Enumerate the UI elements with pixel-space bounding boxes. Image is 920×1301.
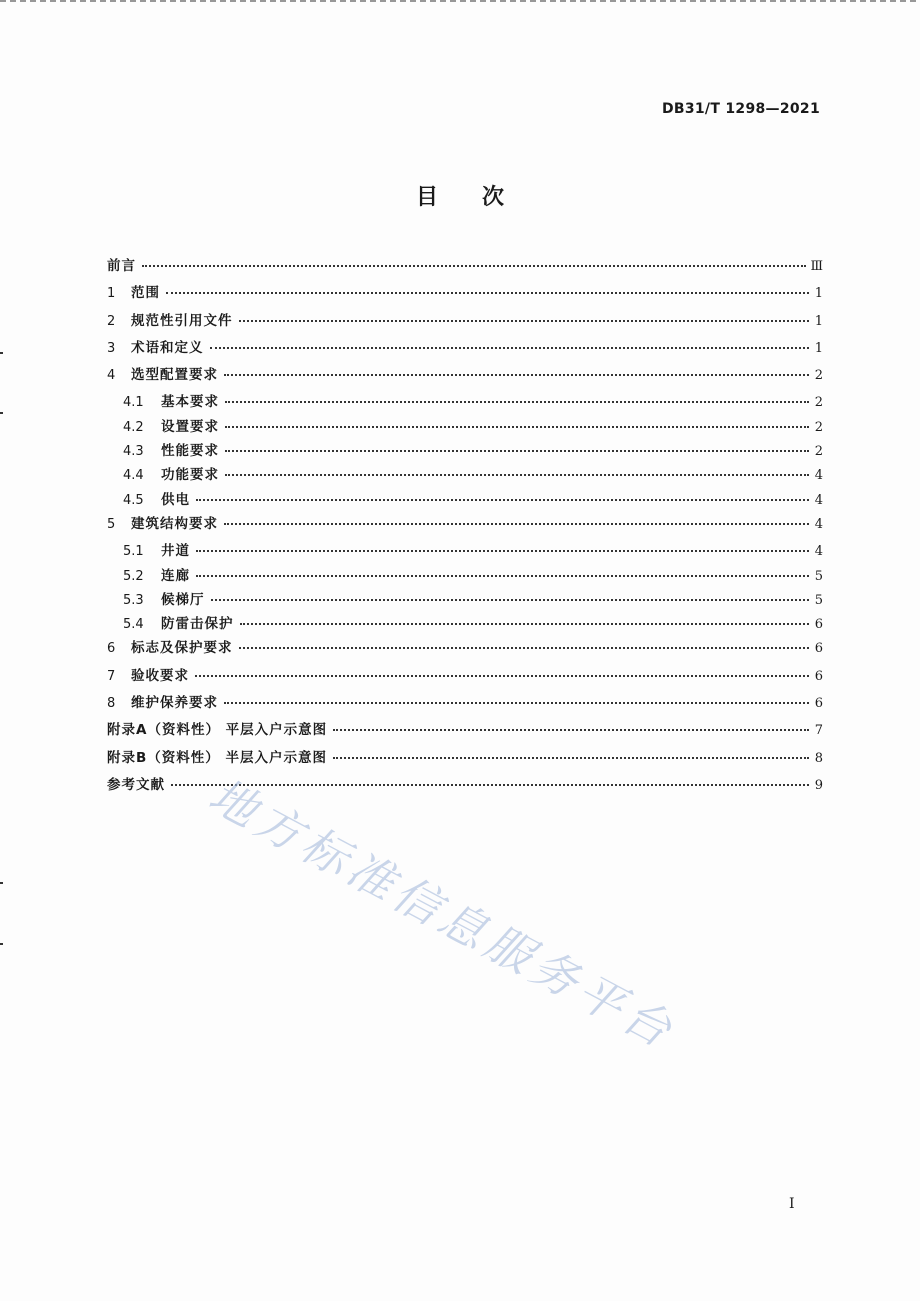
- toc-entry-page: 6: [814, 641, 823, 657]
- toc-title: 目次: [415, 185, 548, 210]
- toc-entry-page: 4: [814, 492, 823, 508]
- toc-entry[interactable]: [107, 746, 823, 773]
- toc-entry[interactable]: [107, 539, 823, 563]
- toc-entry-label: 选型配置要求: [131, 367, 218, 384]
- toc-entry[interactable]: [107, 363, 823, 390]
- toc-entry-label: 参考文献: [107, 776, 165, 793]
- toc-entry-label: 性能要求: [161, 443, 219, 460]
- toc-entry-number: 5.4: [123, 617, 144, 633]
- toc-entry-page: 6: [814, 617, 823, 633]
- toc-dot-leader: [224, 373, 809, 376]
- toc-entry[interactable]: [107, 439, 823, 463]
- toc-dot-leader: [166, 291, 809, 294]
- watermark: 地方标准信息服务平台: [200, 767, 685, 1060]
- toc-entry-number: 8: [107, 696, 116, 712]
- toc-entry-label: 前言: [107, 258, 136, 274]
- toc-entry-page: 2: [814, 368, 823, 384]
- toc-entry-label: 附录B（资料性） 半层入户示意图: [107, 749, 327, 766]
- toc-dot-leader: [333, 756, 809, 759]
- toc-entry[interactable]: [107, 336, 823, 363]
- toc-entry-page: 6: [814, 696, 823, 712]
- toc-dot-leader: [196, 498, 809, 501]
- toc-entry-label: 标志及保护要求: [131, 640, 233, 657]
- toc-entry-page: 4: [814, 544, 823, 560]
- toc-entry-label: 维护保养要求: [131, 695, 218, 712]
- toc-entry-page: Ⅲ: [810, 259, 823, 274]
- toc-entry[interactable]: [107, 691, 823, 718]
- standard-code: DB31/T 1298—2021: [661, 101, 820, 117]
- toc-entry-label: 范围: [131, 285, 160, 302]
- toc-entry-number: 4: [107, 368, 116, 384]
- toc-entry[interactable]: [107, 588, 823, 612]
- toc-entry[interactable]: [107, 488, 823, 512]
- toc-entry-number: 4.3: [123, 444, 144, 460]
- toc-entry-label: 功能要求: [161, 467, 219, 484]
- toc-entry-number: 4.4: [123, 468, 144, 484]
- toc-entry-page: 4: [814, 516, 823, 532]
- toc-entry-number: 5.2: [123, 568, 144, 584]
- toc-dot-leader: [225, 400, 809, 403]
- toc-entry-label: 规范性引用文件: [131, 312, 233, 329]
- toc-entry-number: 4.1: [123, 395, 144, 411]
- toc-entry-page: 5: [814, 568, 823, 584]
- toc-entry-label: 基本要求: [161, 394, 219, 411]
- toc-entry[interactable]: [107, 281, 823, 308]
- toc-dot-leader: [240, 622, 810, 625]
- toc-dot-leader: [224, 522, 809, 525]
- toc-entry-number: 7: [107, 668, 116, 684]
- toc-entry-label: 连廊: [161, 567, 190, 584]
- toc-entry-label: 设置要求: [161, 418, 219, 435]
- scan-top-border: [0, 0, 920, 2]
- toc-entry-page: 2: [814, 444, 823, 460]
- toc-entry[interactable]: [107, 564, 823, 588]
- toc-entry-number: 3: [107, 340, 116, 356]
- toc-entry-page: 1: [814, 340, 823, 356]
- toc-entry[interactable]: [107, 309, 823, 336]
- toc-entry[interactable]: [107, 415, 823, 439]
- toc-dot-leader: [225, 425, 809, 428]
- toc-entry-page: 7: [814, 723, 823, 739]
- toc-entry-number: 4.5: [123, 492, 144, 508]
- scan-margin-mark: [0, 943, 3, 945]
- toc-entry-page: 2: [814, 395, 823, 411]
- toc-entry-page: 4: [814, 468, 823, 484]
- toc-dot-leader: [195, 674, 809, 677]
- toc-dot-leader: [225, 473, 809, 476]
- toc-entry-number: 5: [107, 516, 116, 532]
- toc-entry-number: 6: [107, 641, 116, 657]
- toc-entry-page: 2: [814, 419, 823, 435]
- toc-entry-page: 9: [814, 777, 823, 793]
- toc-entry-label: 术语和定义: [131, 339, 204, 356]
- toc-entry[interactable]: [107, 463, 823, 487]
- toc-dot-leader: [224, 701, 809, 704]
- toc-entry[interactable]: [107, 636, 823, 663]
- toc-dot-leader: [211, 598, 810, 601]
- scan-margin-mark: [0, 882, 3, 884]
- toc-entry-label: 验收要求: [131, 667, 189, 684]
- toc-entry[interactable]: [107, 664, 823, 691]
- scan-margin-mark: [0, 352, 3, 354]
- toc-entry-number: 4.2: [123, 419, 144, 435]
- toc-entry-label: 候梯厅: [161, 591, 205, 608]
- toc-entry[interactable]: [107, 390, 823, 414]
- toc-dot-leader: [142, 264, 806, 267]
- toc-entry-number: 1: [107, 286, 116, 302]
- toc-entry-number: 2: [107, 313, 116, 329]
- toc-entry-number: 5.1: [123, 544, 144, 560]
- toc-entry-label: 防雷击保护: [161, 616, 234, 633]
- toc-dot-leader: [239, 319, 810, 322]
- toc-entry[interactable]: [107, 254, 823, 281]
- toc-entry-label: 建筑结构要求: [131, 515, 218, 532]
- toc-entry-number: 5.3: [123, 592, 144, 608]
- toc-entry-page: 1: [814, 313, 823, 329]
- toc-entry[interactable]: [107, 718, 823, 745]
- toc-entry-page: 8: [814, 750, 823, 766]
- toc-dot-leader: [196, 549, 809, 552]
- toc-entry-label: 供电: [161, 491, 190, 508]
- toc-entry-page: 6: [814, 668, 823, 684]
- toc-entry[interactable]: [107, 612, 823, 636]
- toc-dot-leader: [225, 449, 809, 452]
- toc-entry[interactable]: [107, 512, 823, 539]
- toc-entry-label: 井道: [161, 543, 190, 560]
- toc-dot-leader: [210, 346, 810, 349]
- toc-entry-page: 5: [814, 592, 823, 608]
- toc-dot-leader: [333, 728, 809, 731]
- page-number: I: [789, 1196, 795, 1212]
- scan-margin-mark: [0, 412, 3, 414]
- toc-dot-leader: [239, 646, 810, 649]
- table-of-contents: [107, 254, 823, 800]
- toc-entry-page: 1: [814, 286, 823, 302]
- toc-entry-label: 附录A（资料性） 平层入户示意图: [107, 722, 328, 739]
- toc-dot-leader: [196, 574, 809, 577]
